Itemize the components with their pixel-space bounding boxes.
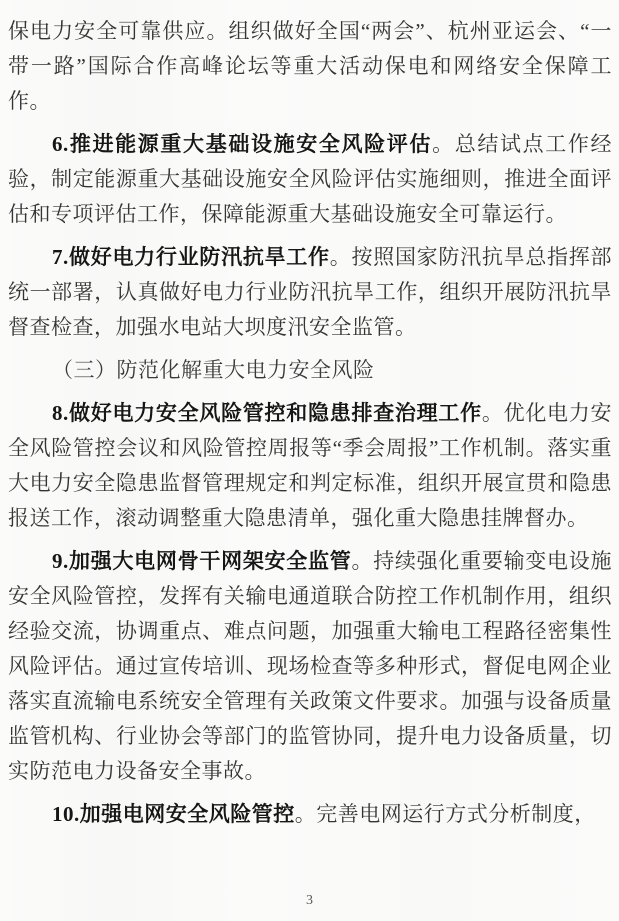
paragraph-run-in-heading: 7.做好电力行业防汛抗旱工作 xyxy=(52,245,330,269)
paragraph-text: 。优化电力安全风险管控会议和风险管控周报等“季会周报”工作机制。落实重大电力安全隐患监督管理规定和判定标准，组织开展宣贯和隐患报送工作，滚动调整重大隐患清单，强化重大隐患挂牌督办。 xyxy=(8,401,613,530)
paragraph-run-in-heading: 10.加强电网安全风险管控 xyxy=(52,802,295,826)
paragraph-run-in-heading: 9.加强大电网骨干网架安全监管 xyxy=(52,549,352,573)
paragraph-continuation xyxy=(8,14,612,119)
section-heading xyxy=(8,353,612,388)
paragraph-item-8 xyxy=(8,396,612,536)
paragraph-run-in-heading: 8.做好电力安全风险管控和隐患排查治理工作 xyxy=(52,401,482,425)
paragraph-item-6 xyxy=(8,127,612,232)
paragraph-text: 。持续强化重要输变电设施安全风险管控，发挥有关输电通道联合防控工作机制作用，组织经验交流，协调重点、难点问题，加强重大输电工程路径密集性风险评估。通过宣传培训、现场检查等多种形式，督促电网企业落实直流输电系统安全管理有关政策文件要求。加强与设备质量监管机构、行业协会等部门的监管协同，提升电力设备质量，切实防范电力设备安全事故。 xyxy=(8,549,612,783)
paragraph-text: 。完善电网运行方式分析制度， xyxy=(294,802,596,826)
paragraph-item-10 xyxy=(8,797,612,832)
page-number: 3 xyxy=(306,893,313,908)
paragraph-text: 。按照国家防汛抗旱总指挥部统一部署，认真做好电力行业防汛抗旱工作，组织开展防汛抗旱督查检查，加强水电站大坝度汛安全监管。 xyxy=(8,245,613,339)
paragraph-item-9 xyxy=(8,544,612,789)
section-heading-text: （三）防范化解重大电力安全风险 xyxy=(52,358,375,382)
paragraph-text: 保电力安全可靠供应。组织做好全国“两会”、杭州亚运会、“一带一路”国际合作高峰论坛等重大活动保电和网络安全保障工作。 xyxy=(8,19,612,113)
paragraph-text: 。总结试点工作经验，制定能源重大基础设施安全风险评估实施细则，推进全面评估和专项评估工作，保障能源重大基础设施安全可靠运行。 xyxy=(8,132,613,226)
paragraph-run-in-heading: 6.推进能源重大基础设施安全风险评估 xyxy=(52,132,433,156)
paragraph-item-7 xyxy=(8,240,612,345)
